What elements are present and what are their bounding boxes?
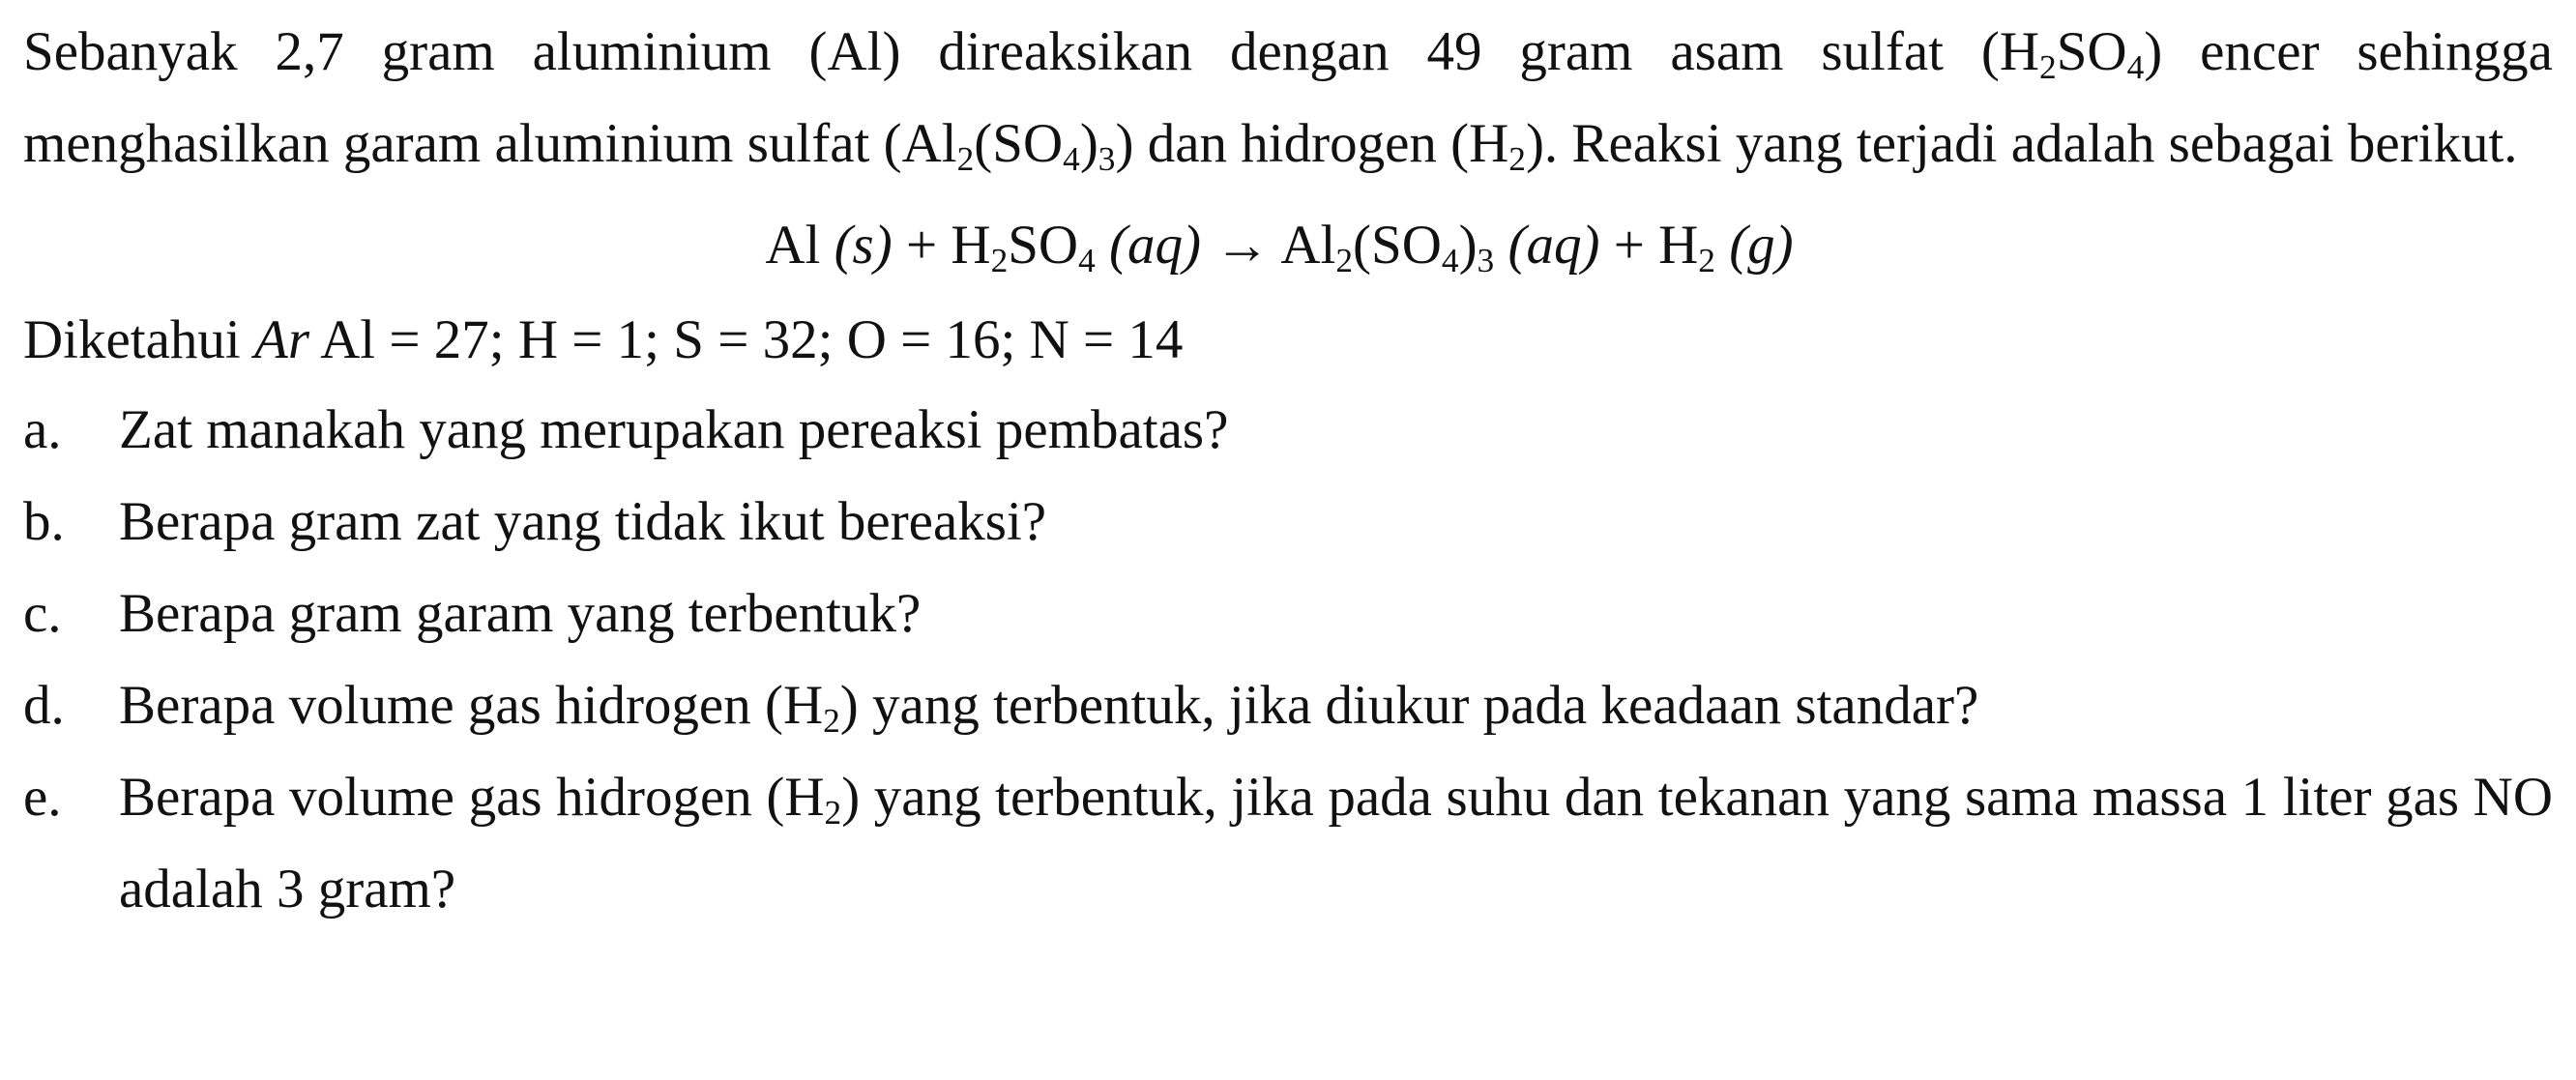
given-prefix: Diketahui [23,309,255,370]
eq-reactant-h: H [951,215,991,276]
question-text [119,751,2553,935]
eq-reactant-so: SO [1008,215,1079,276]
problem-intro [23,6,2553,190]
intro-sub-2: 4 [2126,47,2145,86]
eq-reactant-al: Al [765,215,821,276]
eq-plus-1: + [892,215,951,276]
eq-state-solid: (s) [834,215,893,276]
question-text: Berapa gram zat yang tidak ikut bereaksi? [119,491,1047,552]
question-letter: d. [23,675,65,736]
question-e [23,751,2553,935]
eq-product-so-sub: 4 [1441,241,1459,279]
question-text-post: ) yang terbentuk, jika diukur pada keadaan standar? [839,675,1979,736]
eq-arrow: → [1201,215,1281,276]
intro-text-7: ). Reaksi yang terjadi adalah sebagai berikut. [1525,113,2518,174]
intro-sub-6: 2 [1508,139,1526,178]
question-letter: a. [23,399,62,460]
eq-product-h: H [1658,215,1699,276]
eq-product-h-sub: 2 [1698,241,1715,279]
question-a [23,384,2553,476]
eq-state-gas: (g) [1729,215,1794,276]
eq-reactant-so-sub: 4 [1078,241,1096,279]
eq-state-aqueous-2: (aq) [1508,215,1600,276]
given-ar-symbol: Ar [254,309,310,370]
eq-product-close: ) [1458,215,1478,276]
intro-text-5: ) [1079,113,1098,174]
question-sub: 2 [824,793,842,832]
intro-sub-5: 3 [1098,139,1116,178]
intro-sub-3: 2 [956,139,975,178]
question-letter: c. [23,583,62,644]
question-text-pre: Berapa volume gas hidrogen (H [119,675,824,736]
reaction-equation [23,199,2553,291]
question-d [23,659,2553,751]
intro-text-2: SO [2056,21,2127,82]
eq-reactant-h-sub: 2 [990,241,1009,279]
given-data [23,297,2553,384]
question-text-pre: Berapa volume gas hidrogen (H [119,767,825,828]
intro-text-6: ) dan hidrogen (H [1115,113,1509,174]
question-c [23,568,2553,659]
intro-text-3: ) encer sehingga menghasilkan garam aluminium sulfat (Al [23,21,2553,174]
eq-plus-2: + [1599,215,1659,276]
question-text: Berapa gram garam yang terbentuk? [119,583,922,644]
question-sub: 2 [823,701,840,740]
question-text-post: ) yang terbentuk, jika pada suhu dan tekanan yang sama massa 1 liter gas NO adalah 3 gram? [119,767,2553,919]
intro-text-4: (SO [974,113,1064,174]
question-text: Zat manakah yang merupakan pereaksi pembatas? [119,399,1229,460]
eq-product-al: Al [1280,215,1336,276]
intro-sub-4: 4 [1063,139,1080,178]
problem-page [23,6,2553,935]
given-values: Al = 27; H = 1; S = 32; O = 16; N = 14 [309,309,1184,370]
question-text [119,659,2553,751]
intro-text-1: Sebanyak 2,7 gram aluminium (Al) direaksikan dengan 49 gram asam sulfat (H [23,21,2040,82]
intro-sub-1: 2 [2039,47,2057,86]
eq-product-so: (SO [1353,215,1442,276]
eq-product-close-sub: 3 [1477,241,1495,279]
question-b [23,476,2553,568]
eq-state-aqueous-1: (aq) [1109,215,1201,276]
question-list [23,384,2553,935]
question-letter: b. [23,491,65,552]
eq-product-al-sub: 2 [1335,241,1354,279]
question-letter: e. [23,767,62,828]
